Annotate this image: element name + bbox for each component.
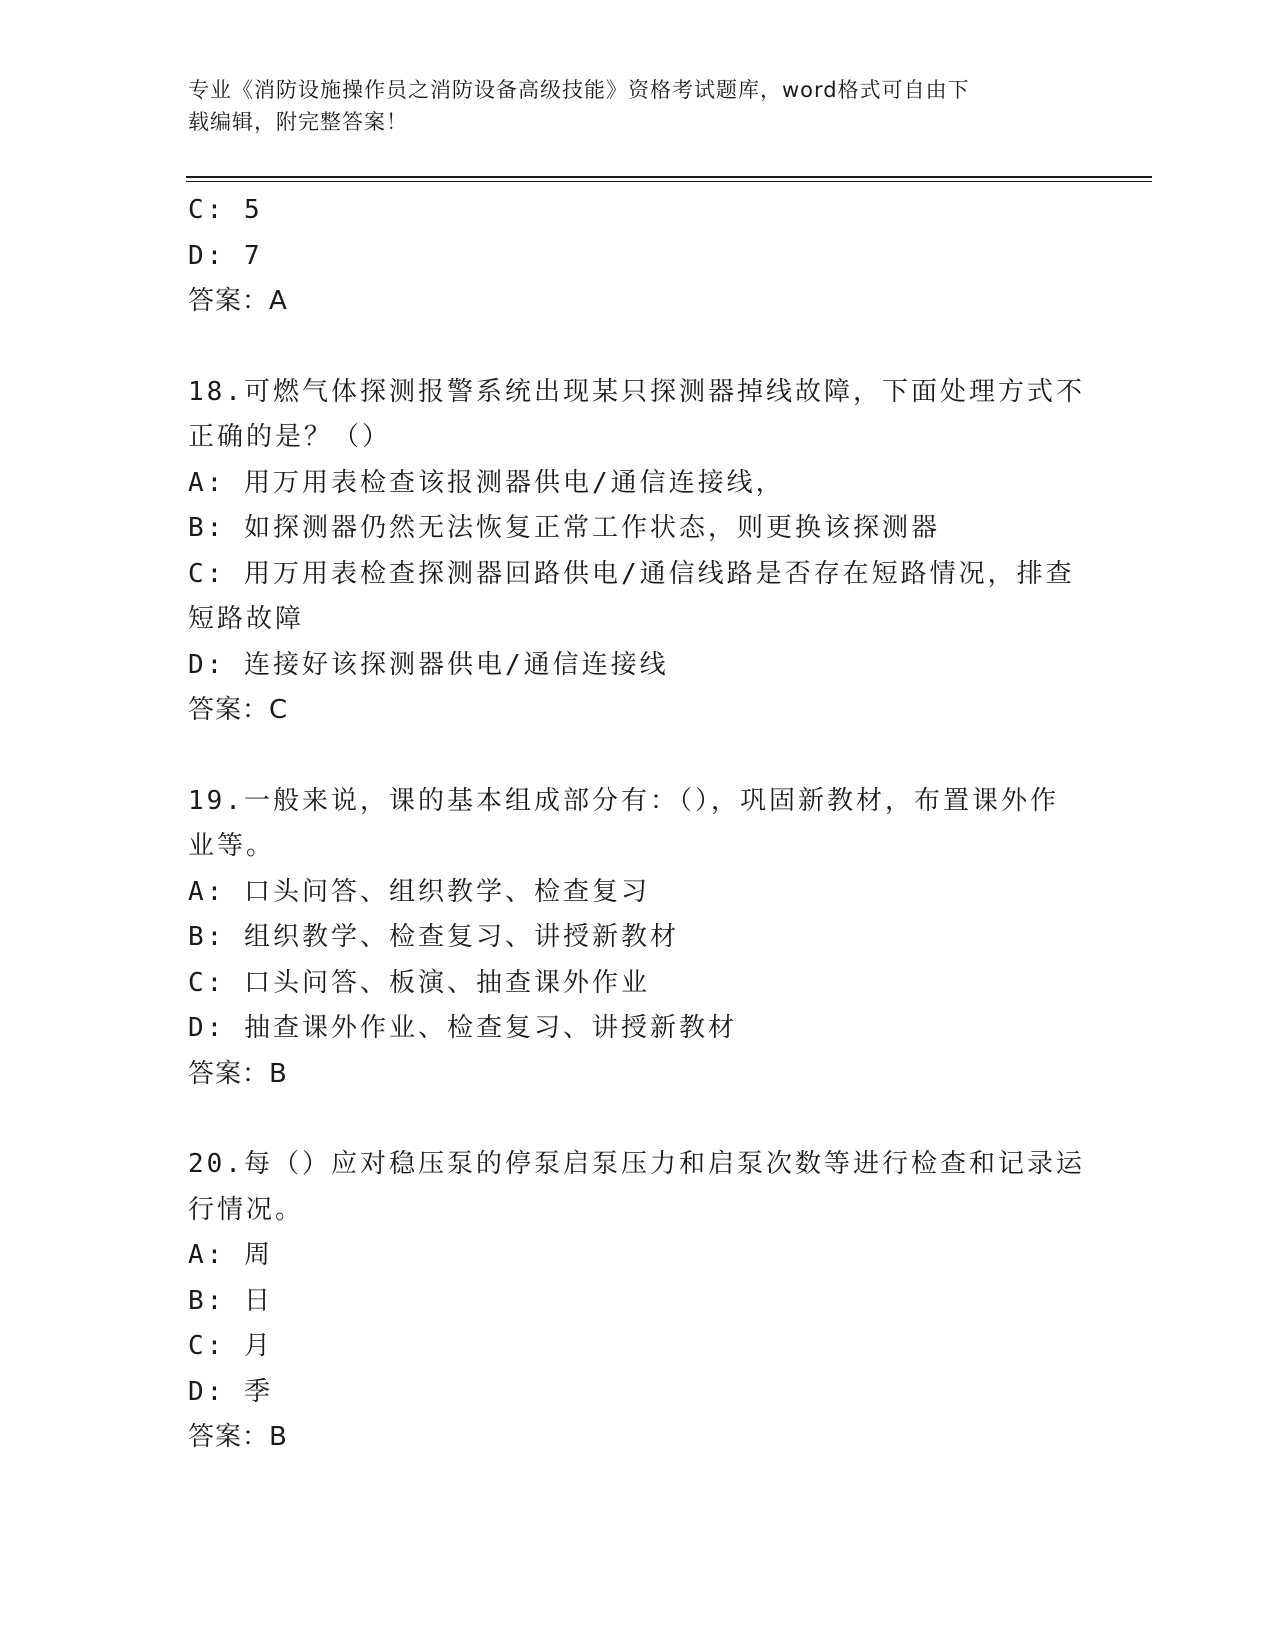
question-20 [188, 1142, 1088, 1461]
content [188, 188, 1088, 1461]
option-d: D: 抽查课外作业、检查复习、讲授新教材 [188, 1013, 737, 1043]
option-a: A: 周 [188, 1240, 273, 1270]
option-a: A: 口头问答、组织教学、检查复习 [188, 876, 650, 907]
option-d: D: 7 [188, 240, 263, 271]
option-c-cont: 短路故障 [188, 604, 305, 634]
question-stem-cont: 业等。 [188, 831, 276, 861]
option-b: B: 日 [188, 1285, 273, 1316]
question-19 [188, 779, 1088, 1098]
header-rule-thin [186, 181, 1152, 182]
question-stem-cont: 正确的是？（） [188, 422, 392, 452]
option-a: A: 用万用表检查该报测器供电/通信连接线， [188, 467, 785, 498]
option-c: C: 5 [188, 195, 263, 225]
answer: 答案：A [188, 286, 288, 316]
header-line-2: 载编辑，附完整答案！ [188, 110, 408, 134]
option-d: D: 季 [188, 1376, 273, 1407]
page-header [188, 74, 1068, 138]
spacer [188, 734, 1088, 779]
spacer [188, 325, 1088, 370]
answer: 答案：B [188, 1058, 288, 1089]
answer: 答案：B [188, 1422, 288, 1452]
option-c: C: 用万用表检查探测器回路供电/通信线路是否存在短路情况，排查 [188, 558, 1075, 589]
option-b: B: 组织教学、检查复习、讲授新教材 [188, 922, 679, 952]
question-stem: 18.可燃气体探测报警系统出现某只探测器掉线故障，下面处理方式不 [188, 376, 1085, 407]
prev-question [188, 188, 1088, 325]
question-stem-cont: 行情况。 [188, 1194, 305, 1225]
option-c: C: 口头问答、板演、抽查课外作业 [188, 967, 650, 998]
option-c: C: 月 [188, 1331, 273, 1361]
option-d: D: 连接好该探测器供电/通信连接线 [188, 649, 669, 680]
header-rule-thick [186, 176, 1152, 178]
question-stem: 20.每（）应对稳压泵的停泵启泵压力和启泵次数等进行检查和记录运 [188, 1149, 1085, 1179]
question-18 [188, 370, 1088, 734]
question-stem: 19.一般来说，课的基本组成部分有：（），巩固新教材，布置课外作 [188, 785, 1059, 816]
answer: 答案：C [188, 695, 289, 725]
spacer [188, 1097, 1088, 1142]
header-line-1: 专业《消防设施操作员之消防设备高级技能》资格考试题库，word格式可自由下 [188, 78, 970, 102]
option-b: B: 如探测器仍然无法恢复正常工作状态，则更换该探测器 [188, 513, 940, 543]
